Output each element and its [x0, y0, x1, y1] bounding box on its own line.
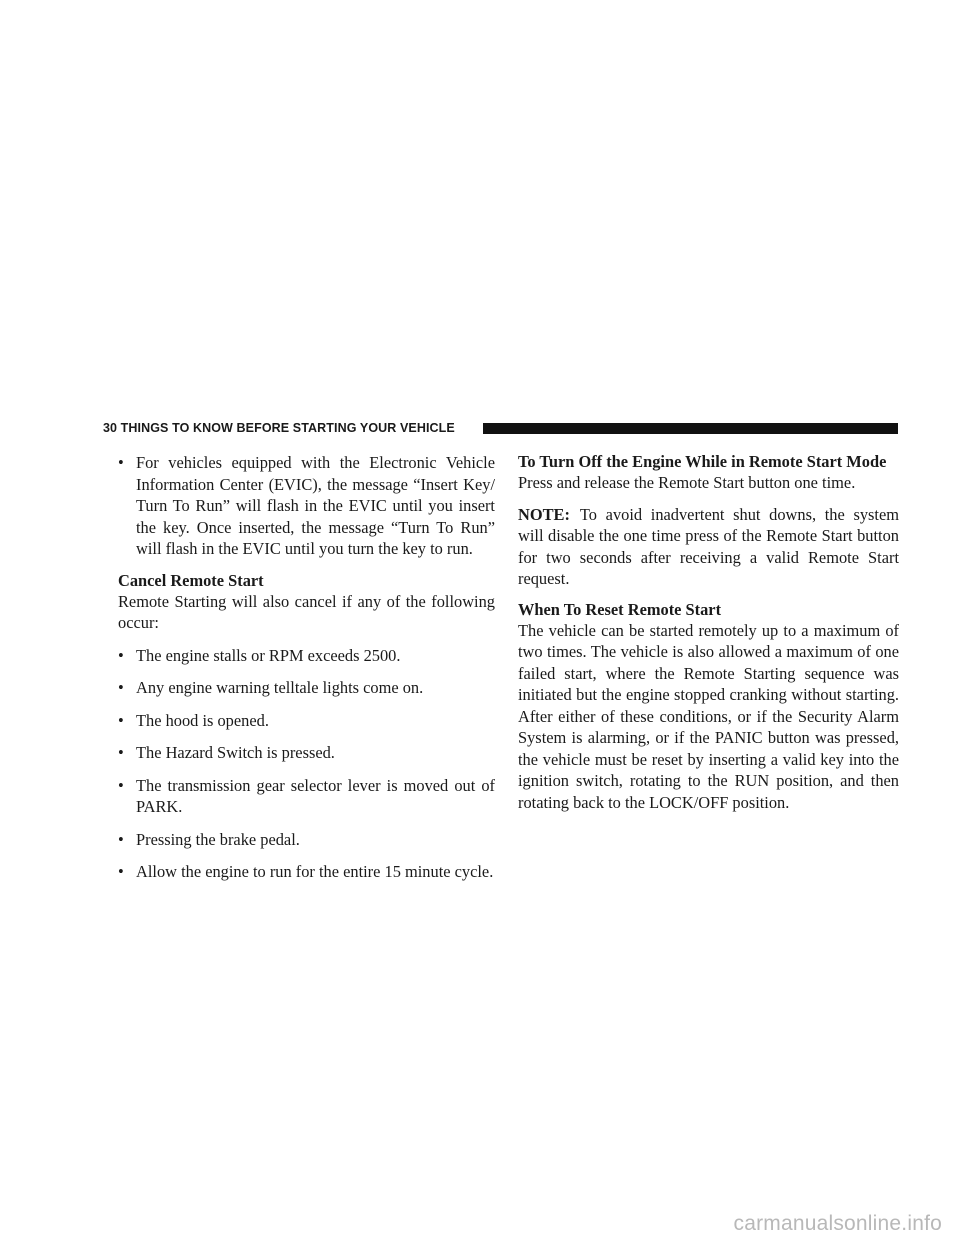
running-header — [103, 420, 898, 436]
bullet-icon: • — [118, 775, 124, 795]
cancel-intro-text: Remote Starting will also cancel if any of the following occur: — [118, 591, 495, 632]
bullet-icon: • — [118, 743, 124, 762]
bullet-icon: • — [118, 710, 124, 730]
note-label: NOTE: — [518, 504, 570, 524]
list-item — [118, 710, 495, 732]
list-item — [118, 452, 495, 560]
header-rule — [483, 423, 898, 434]
section-heading-cancel: Cancel Remote Start — [118, 570, 264, 590]
bullet-icon: • — [118, 829, 124, 849]
list-item — [118, 829, 495, 851]
list-item — [118, 742, 495, 764]
note-text: To avoid inadvertent shut downs, the system will disable the one time press of the Remote Start button for two seconds after receiving a valid Remote Start request. — [518, 504, 899, 588]
list-item — [118, 645, 495, 667]
bullet-text: The Hazard Switch is pressed. — [136, 743, 335, 762]
bullet-text: Any engine warning telltale lights come on. — [136, 678, 424, 697]
watermark: carmanualsonline.info — [733, 1212, 942, 1235]
list-item — [118, 677, 495, 699]
bullet-text: Pressing the brake pedal. — [136, 829, 300, 849]
section-heading-reset: When To Reset Remote Start — [518, 599, 722, 619]
right-column — [518, 452, 899, 813]
bullet-text: For vehicles equipped with the Electronic Vehicle Information Center (EVIC), the message “Insert Key/ Turn To Run” will flash in the EVIC until you insert the key. Once inserted, the message “Turn To Run” will flash in the EVIC until you turn the key to run. — [136, 453, 495, 558]
note-paragraph — [518, 504, 899, 590]
bullet-text: The hood is opened. — [136, 710, 269, 730]
left-column — [118, 452, 495, 894]
bullet-text: The transmission gear selector lever is moved out of PARK. — [136, 775, 495, 816]
bullet-icon: • — [118, 645, 124, 665]
bullet-icon: • — [118, 862, 124, 881]
turn-off-text: Press and release the Remote Start button one time. — [518, 473, 856, 492]
list-item — [118, 775, 495, 818]
bullet-text: Allow the engine to run for the entire 15 minute cycle. — [136, 862, 494, 881]
reset-text: The vehicle can be started remotely up to a maximum of two times. The vehicle is also allowed a maximum of one failed start, where the Remote Starting sequence was initiated but the engine stopped cranking without starting. After either of these conditions, or if the Security Alarm System is alarming, or if the PANIC button was pressed, the vehicle must be reset by inserting a valid key into the ignition switch, rotating to the RUN position, and then rotating back to the LOCK/OFF position. — [518, 620, 899, 812]
bullet-text: The engine stalls or RPM exceeds 2500. — [136, 645, 401, 665]
header-title: 30 THINGS TO KNOW BEFORE STARTING YOUR VEHICLE — [103, 420, 463, 436]
bullet-icon: • — [118, 678, 124, 697]
section-heading-turn-off: To Turn Off the Engine While in Remote Start Mode — [518, 452, 887, 471]
list-item — [118, 861, 495, 883]
bullet-icon: • — [118, 453, 124, 472]
